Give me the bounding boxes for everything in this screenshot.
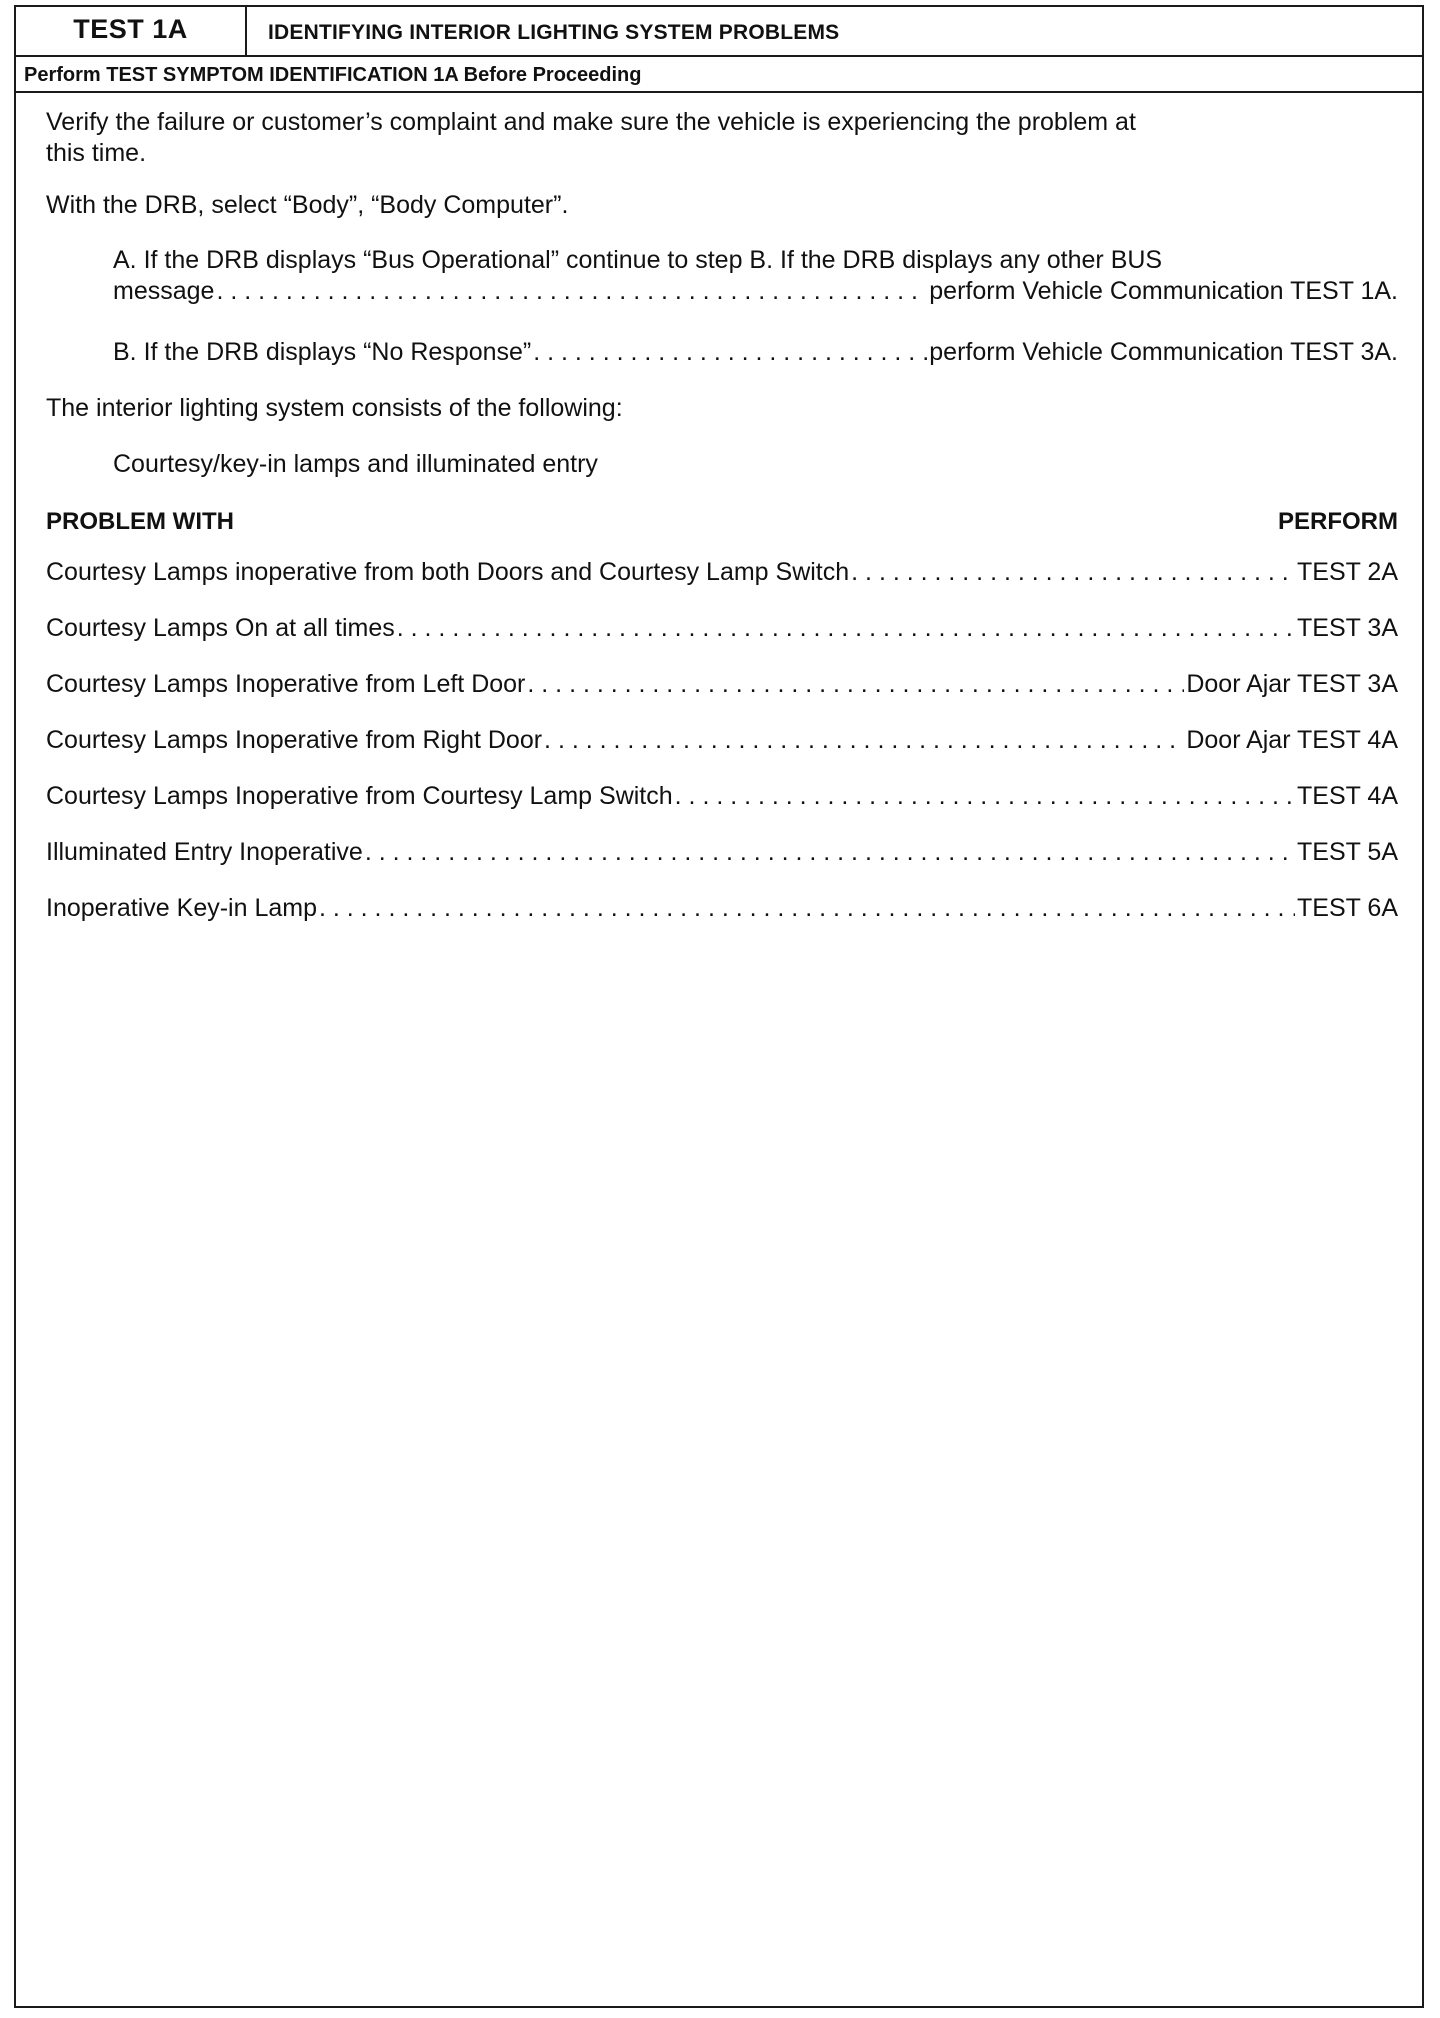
drb-select-instruction: With the DRB, select “Body”, “Body Computer”. <box>46 191 569 219</box>
row-perform: TEST 2A <box>1297 558 1398 586</box>
test-title: IDENTIFYING INTERIOR LIGHTING SYSTEM PROBLEMS <box>268 21 840 44</box>
body-content <box>46 93 1398 949</box>
dot-leader <box>851 557 1295 588</box>
verify-line-2: this time. <box>46 139 147 167</box>
table-row <box>46 557 1398 613</box>
header-row <box>16 7 1422 57</box>
prerequisite-note: Perform TEST SYMPTOM IDENTIFICATION 1A Before Proceeding <box>16 57 1422 93</box>
symptom-table <box>46 557 1398 949</box>
row-perform: TEST 4A <box>1297 782 1398 810</box>
system-description: The interior lighting system consists of the following: <box>46 394 623 422</box>
dot-leader <box>675 781 1295 812</box>
test-id: TEST 1A <box>16 7 247 55</box>
verify-line-1: Verify the failure or customer’s complaint and make sure the vehicle is experiencing the problem at <box>46 108 1136 136</box>
table-row <box>46 893 1398 949</box>
dot-leader <box>533 337 927 368</box>
step-a-message: message <box>113 277 215 305</box>
step-b-condition: B. If the DRB displays “No Response” <box>113 338 532 366</box>
table-row <box>46 781 1398 837</box>
system-component: Courtesy/key-in lamps and illuminated entry <box>113 450 598 478</box>
row-problem: Illuminated Entry Inoperative <box>46 838 363 866</box>
column-problem-with: PROBLEM WITH <box>46 508 234 535</box>
dot-leader <box>319 893 1295 924</box>
table-row <box>46 837 1398 893</box>
table-row <box>46 725 1398 781</box>
step-b-action: perform Vehicle Communication TEST 3A. <box>929 338 1398 366</box>
column-perform: PERFORM <box>1278 508 1398 535</box>
dot-leader <box>216 276 927 307</box>
row-problem: Courtesy Lamps inoperative from both Doors and Courtesy Lamp Switch <box>46 558 850 586</box>
step-a-line-2 <box>113 276 1398 307</box>
dot-leader <box>365 837 1295 868</box>
dot-leader <box>544 725 1184 756</box>
row-problem: Courtesy Lamps Inoperative from Courtesy Lamp Switch <box>46 782 673 810</box>
dot-leader <box>397 613 1295 644</box>
row-perform: Door Ajar TEST 4A <box>1186 726 1398 754</box>
table-row <box>46 669 1398 725</box>
table-row <box>46 613 1398 669</box>
row-perform: TEST 6A <box>1297 894 1398 922</box>
verify-paragraph <box>46 107 1398 169</box>
step-a-line-1: A. If the DRB displays “Bus Operational” continue to step B. If the DRB displays any other BUS <box>113 246 1163 274</box>
dot-leader <box>527 669 1184 700</box>
row-problem: Courtesy Lamps On at all times <box>46 614 395 642</box>
page-frame <box>14 5 1424 2008</box>
row-problem: Inoperative Key-in Lamp <box>46 894 317 922</box>
row-perform: TEST 5A <box>1297 838 1398 866</box>
step-a-action: perform Vehicle Communication TEST 1A. <box>929 277 1398 305</box>
row-problem: Courtesy Lamps Inoperative from Left Door <box>46 670 526 698</box>
step-b-line <box>113 337 1398 368</box>
row-perform: TEST 3A <box>1297 614 1398 642</box>
step-a <box>46 245 1398 307</box>
row-problem: Courtesy Lamps Inoperative from Right Door <box>46 726 543 754</box>
step-b <box>46 337 1398 368</box>
row-perform: Door Ajar TEST 3A <box>1186 670 1398 698</box>
table-header <box>46 506 1398 537</box>
